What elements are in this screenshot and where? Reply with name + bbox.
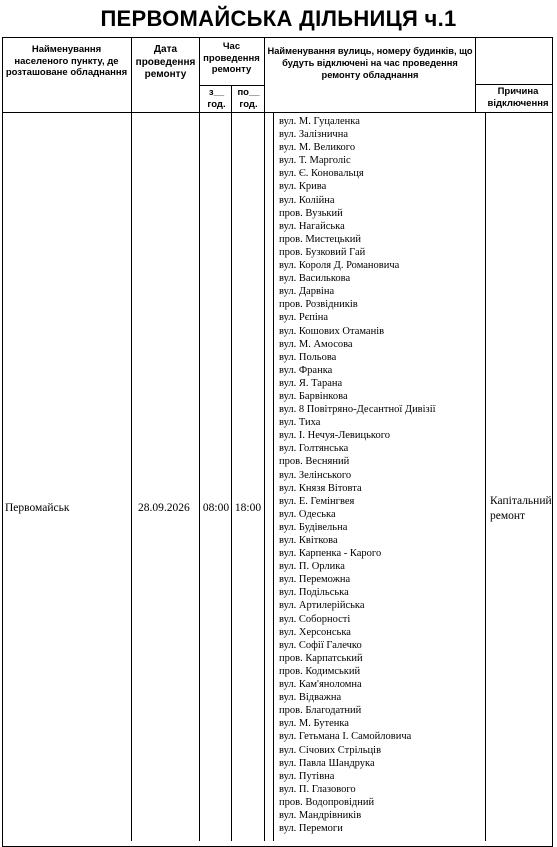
street-item: пров. Весняний — [279, 456, 350, 468]
time-to-cell: 18:00 — [234, 502, 262, 514]
street-item: вул. Переможна — [279, 574, 351, 586]
street-item: вул. Колійна — [279, 194, 335, 206]
street-item: вул. П. Глазового — [279, 783, 356, 795]
street-item: пров. Мистецький — [279, 233, 361, 245]
street-item: вул. Франка — [279, 364, 333, 376]
street-item: вул. Соборності — [279, 613, 351, 625]
street-item: вул. Мандрівників — [279, 809, 362, 821]
row-divider — [2, 112, 553, 113]
header-reason: Причина відключення — [487, 86, 549, 109]
header-from: з__ год. — [207, 87, 226, 110]
time-from-cell: 08:00 — [202, 502, 230, 514]
street-item: вул. Будівельна — [279, 521, 348, 533]
street-item: вул. Нагайська — [279, 220, 345, 232]
street-item: вул. Відважна — [279, 692, 342, 704]
street-item: вул. Подільська — [279, 587, 349, 599]
header-streets: Найменування вулиць, номеру будинків, що будуть відключені на час проведення ремонту обладнання — [267, 46, 473, 80]
street-item: вул. Крива — [279, 181, 327, 193]
street-item: вул. Я. Тарана — [279, 377, 343, 389]
street-item: вул. Софії Галечко — [279, 639, 362, 651]
col-divider — [264, 37, 265, 841]
street-item: вул. Зелінського — [279, 469, 352, 481]
street-item: вул. Рєпіна — [279, 312, 329, 324]
street-item: пров. Бузковий Гай — [279, 246, 366, 258]
street-item: пров. Карпатський — [279, 652, 363, 664]
street-item: пров. Розвідників — [279, 299, 358, 311]
col-divider — [273, 112, 274, 841]
street-item: пров. Водопровідний — [279, 796, 375, 808]
street-item: вул. М. Бутенка — [279, 718, 349, 730]
row-divider — [199, 85, 264, 86]
street-item: пров. Благодатний — [279, 705, 362, 717]
street-item: вул. П. Орлика — [279, 561, 345, 573]
page-title: ПЕРВОМАЙСЬКА ДІЛЬНИЦЯ ч.1 — [100, 6, 457, 31]
street-item: вул. Е. Гемінгвея — [279, 495, 355, 507]
street-item: вул. Залізнична — [279, 129, 348, 141]
street-item: вул. Дарвіна — [279, 286, 335, 298]
street-item: вул. М. Амосова — [279, 338, 353, 350]
date-cell: 28.09.2026 — [138, 502, 190, 514]
street-item: вул. Січових Стрільців — [279, 744, 382, 756]
row-divider — [475, 84, 553, 85]
street-item: вул. Кам'яноломна — [279, 679, 362, 691]
street-item: вул. Польова — [279, 351, 337, 363]
col-divider — [131, 37, 132, 841]
street-item: вул. 8 Повітряно-Десантної Дивізії — [279, 404, 436, 416]
street-item: вул. Перемоги — [279, 823, 343, 835]
street-item: вул. М. Гуцаленка — [279, 116, 360, 127]
street-item: пров. Кодимський — [279, 665, 361, 677]
street-item: вул. Голтянська — [279, 443, 349, 455]
header-to: по__ год. — [237, 87, 260, 110]
street-item: вул. Квіткова — [279, 535, 338, 546]
street-item: вул. Артилерійська — [279, 600, 365, 612]
street-item: вул. М. Великого — [279, 142, 356, 154]
street-item: пров. Вузький — [279, 207, 343, 219]
col-divider — [485, 112, 486, 841]
street-item: вул. Гетьмана І. Самойловича — [279, 731, 412, 743]
reason-cell: Капітальний ремонт — [490, 495, 552, 522]
header-settlement: Найменування населеного пункту, де розташоване обладнання — [5, 44, 128, 78]
street-item: вул. Є. Коновальця — [279, 168, 364, 180]
street-item: вул. Одеська — [279, 508, 336, 520]
header-time: Час проведення ремонту — [203, 41, 260, 75]
col-divider — [199, 37, 200, 841]
col-divider — [231, 85, 232, 841]
settlement-cell: Первомайськ — [5, 502, 70, 514]
street-item: вул. Путівна — [279, 770, 335, 782]
street-item: вул. Павла Шандрука — [279, 757, 375, 769]
street-list — [279, 115, 484, 835]
street-item: вул. Херсонська — [279, 626, 351, 638]
header-date: Дата проведення ремонту — [135, 44, 196, 80]
street-item: вул. Карпенка - Карого — [279, 548, 382, 560]
street-item: вул. Т. Марголіс — [279, 155, 351, 167]
street-item: вул. Тиха — [279, 417, 321, 429]
street-item: вул. І. Нечуя-Левицького — [279, 430, 391, 442]
street-item: вул. Барвінкова — [279, 390, 348, 402]
street-item: вул. Князя Вітовта — [279, 482, 362, 494]
street-item: вул. Василькова — [279, 273, 351, 285]
street-item: вул. Короля Д. Романовича — [279, 260, 400, 272]
col-divider — [475, 37, 476, 112]
street-item: вул. Кошових Отаманів — [279, 325, 385, 337]
